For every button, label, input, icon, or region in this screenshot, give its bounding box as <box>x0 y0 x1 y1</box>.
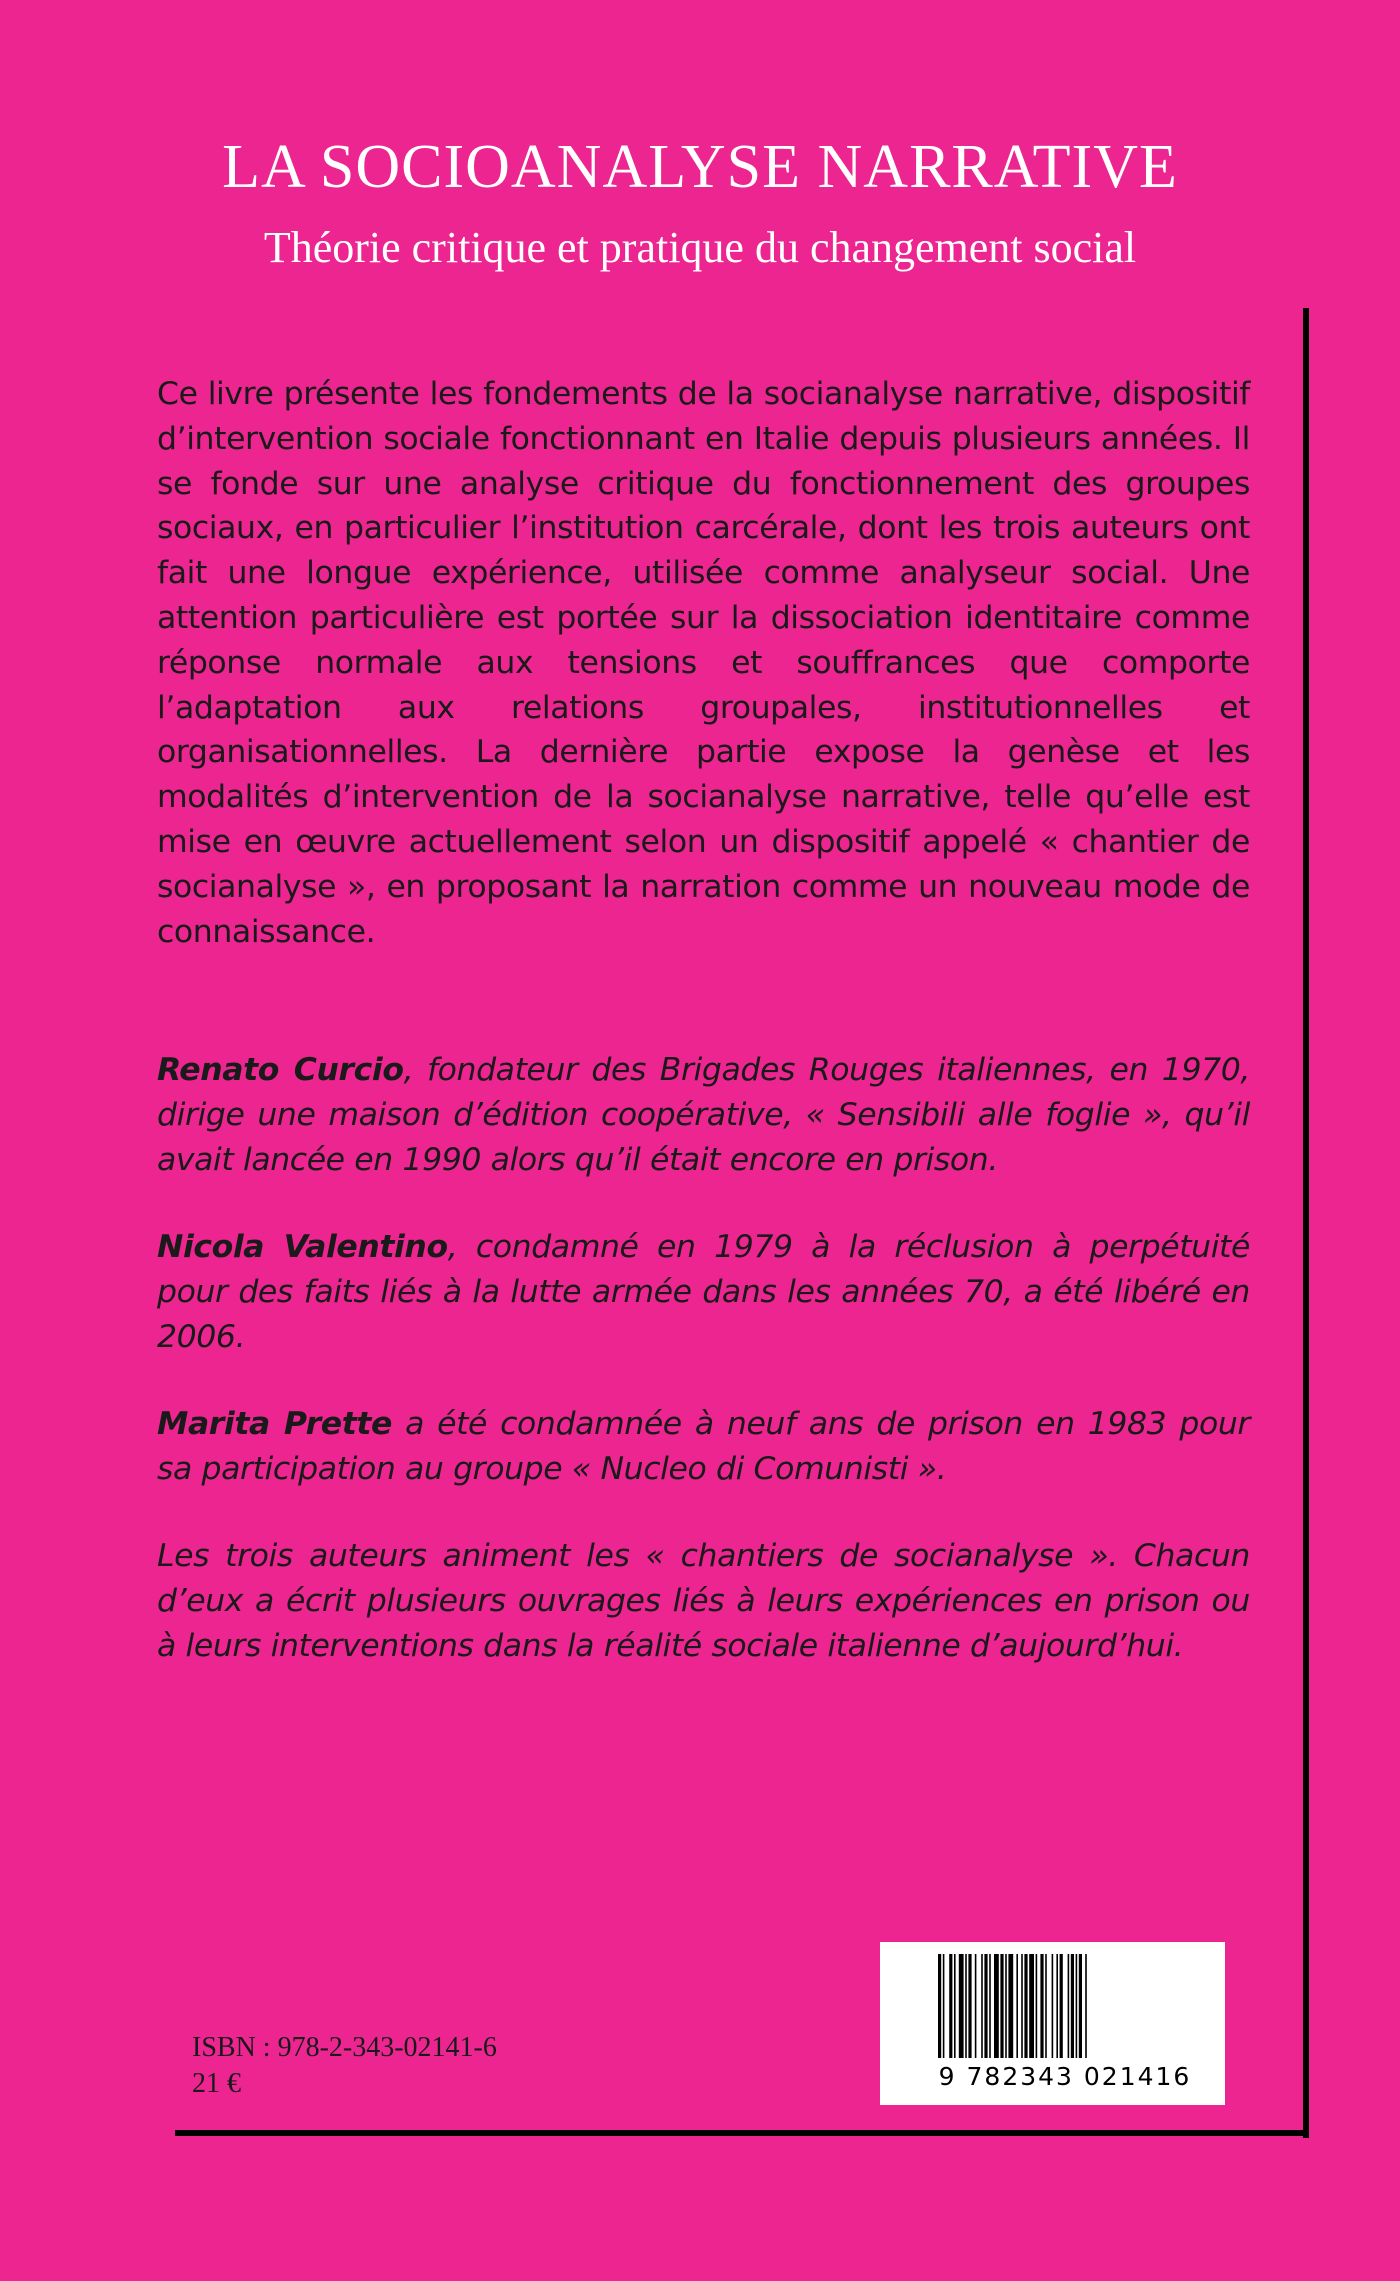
barcode-panel <box>880 1942 1225 2105</box>
author-bio-text: , fondateur des Brigades Rouges italiennes, en 1970, dirige une maison d’édition coopérative, « Sensibili alle foglie », qu’il avait lancée en 1990 alors qu’il était encore en prison. <box>157 1052 1250 1179</box>
book-title: LA SOCIOANALYSE NARRATIVE <box>222 133 1178 201</box>
author-bio-text: , condamné en 1979 à la réclusion à perpétuité pour des faits liés à la lutte armée dans les années 70, a été libéré en 2006. <box>157 1229 1250 1356</box>
barcode-digits: 9 782343 021416 <box>938 2062 1192 2091</box>
back-cover-text <box>157 372 1250 1711</box>
author-bio-prette <box>157 1402 1250 1492</box>
price: 21 € <box>192 2068 241 2099</box>
isbn-number: ISBN : 978-2-343-02141-6 <box>192 2032 497 2063</box>
author-bio-valentino <box>157 1225 1250 1360</box>
author-bio-curcio <box>157 1048 1250 1183</box>
author-name: Marita Prette <box>157 1406 392 1443</box>
frame-bottom-border <box>175 2130 1309 2136</box>
author-name: Renato Curcio <box>157 1052 404 1089</box>
author-name: Nicola Valentino <box>157 1229 448 1266</box>
barcode-icon <box>938 1954 1174 2062</box>
book-subtitle: Théorie critique et pratique du changement social <box>263 223 1137 272</box>
author-bio-text: a été condamnée à neuf ans de prison en 1983 pour sa participation au groupe « Nucleo di Comunisti ». <box>157 1406 1250 1488</box>
frame-right-border <box>1303 308 1309 2138</box>
book-summary: Ce livre présente les fondements de la socianalyse narrative, dispositif d’intervention sociale fonctionnant en Italie depuis plusieurs années. Il se fonde sur une analyse critique du fonctionnement des groupes sociaux, en particulier l’institution carcérale, dont les trois auteurs ont fait une longue expérience, utilisée comme analyseur social. Une attention particulière est portée sur la dissociation identitaire comme réponse normale aux tensions et souffrances que comporte l’adaptation aux relations groupales, institutionnelles et organisationnelles. La dernière partie expose la genèse et les modalités d’intervention de la socianalyse narrative, telle qu’elle est mise en œuvre actuellement selon un dispositif appelé « chantier de socianalyse », en proposant la narration comme un nouveau mode de connaissance. <box>157 376 1250 950</box>
authors-closing-note: Les trois auteurs animent les « chantiers de socianalyse ». Chacun d’eux a écrit plusieurs ouvrages liés à leurs expériences en prison ou à leurs interventions dans la réalité sociale italienne d’aujourd’hui. <box>157 1538 1250 1665</box>
isbn-price-block <box>192 2030 497 2102</box>
